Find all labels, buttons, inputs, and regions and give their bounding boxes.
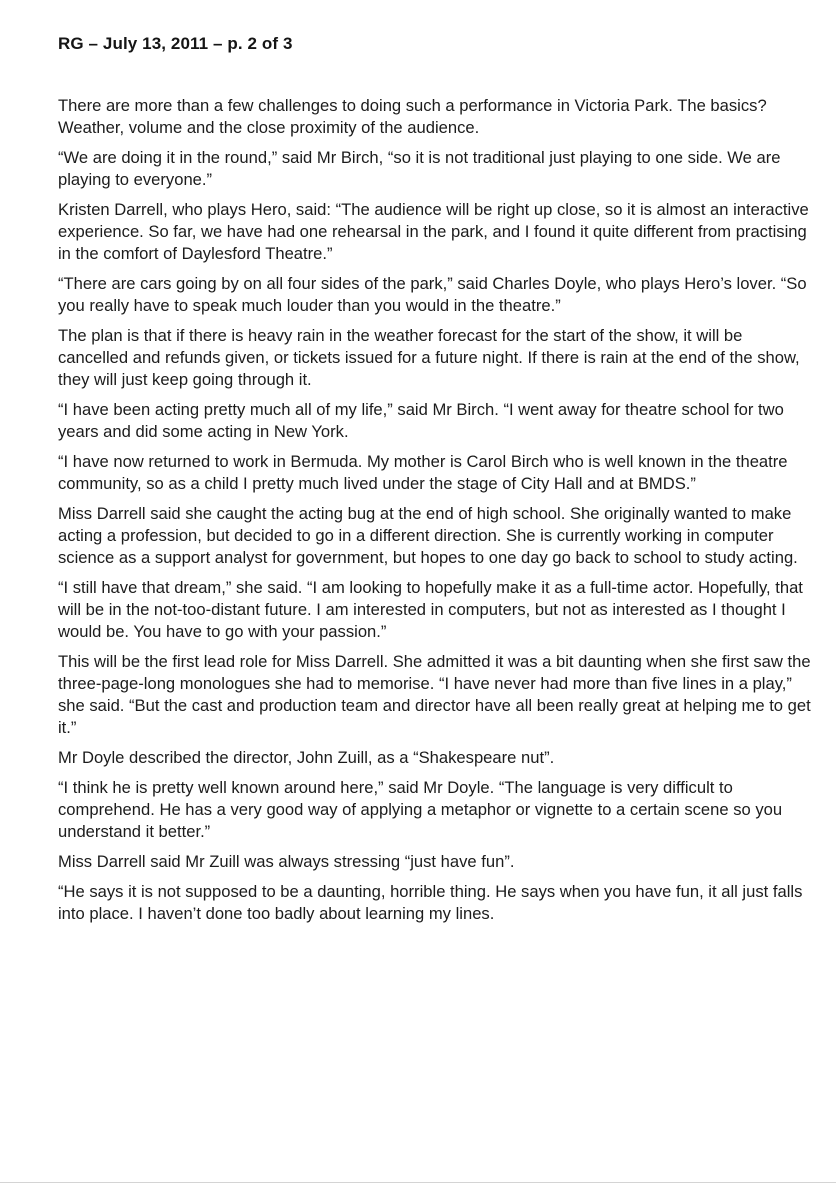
paragraph: The plan is that if there is heavy rain in the weather forecast for the start of the show, it will be cancelled and refunds given, or tickets issued for a future night. If there is rain at the end of the show, they will just keep going through it. [58, 326, 800, 389]
article-body [58, 95, 814, 933]
paragraph: “I have now returned to work in Bermuda. My mother is Carol Birch who is well known in the theatre community, so as a child I pretty much lived under the stage of City Hall and at BMDS.” [58, 452, 788, 493]
paragraph: Miss Darrell said Mr Zuill was always stressing “just have fun”. [58, 852, 515, 871]
paragraph: “We are doing it in the round,” said Mr Birch, “so it is not traditional just playing to one side. We are playing to everyone.” [58, 148, 781, 189]
paragraph: Kristen Darrell, who plays Hero, said: “The audience will be right up close, so it is almost an interactive experience. So far, we have had one rehearsal in the park, and I found it quite different from practising in the comfort of Daylesford Theatre.” [58, 200, 809, 263]
paragraph: “I think he is pretty well known around here,” said Mr Doyle. “The language is very difficult to comprehend. He has a very good way of applying a metaphor or vignette to a certain scene so you understand it better.” [58, 778, 783, 841]
paragraph: “He says it is not supposed to be a daunting, horrible thing. He says when you have fun, it all just falls into place. I haven’t done too badly about learning my lines. [58, 882, 803, 923]
page-bottom-edge [0, 1182, 836, 1183]
paragraph: “I have been acting pretty much all of my life,” said Mr Birch. “I went away for theatre school for two years and did some acting in New York. [58, 400, 784, 441]
paragraph: Mr Doyle described the director, John Zuill, as a “Shakespeare nut”. [58, 748, 555, 767]
paragraph: This will be the first lead role for Miss Darrell. She admitted it was a bit daunting when she first saw the three-page-long monologues she had to memorise. “I have never had more than five lines in a play,” she said. “But the cast and production team and director have all been really great at helping me to get it.” [58, 652, 811, 737]
paragraph: “There are cars going by on all four sides of the park,” said Charles Doyle, who plays Hero’s lover. “So you really have to speak much louder than you would in the theatre.” [58, 274, 807, 315]
paragraph: There are more than a few challenges to doing such a performance in Victoria Park. The basics? Weather, volume and the close proximity of the audience. [58, 96, 767, 137]
paragraph: “I still have that dream,” she said. “I am looking to hopefully make it as a full-time actor. Hopefully, that will be in the not-too-distant future. I am interested in computers, but not as interested as I thought I would be. You have to go with your passion.” [58, 578, 803, 641]
paragraph: Miss Darrell said she caught the acting bug at the end of high school. She originally wanted to make acting a profession, but decided to go in a different direction. She is currently working in computer science as a support analyst for government, but hopes to one day go back to school to study acting. [58, 504, 798, 567]
page-header: RG – July 13, 2011 – p. 2 of 3 [58, 34, 293, 53]
